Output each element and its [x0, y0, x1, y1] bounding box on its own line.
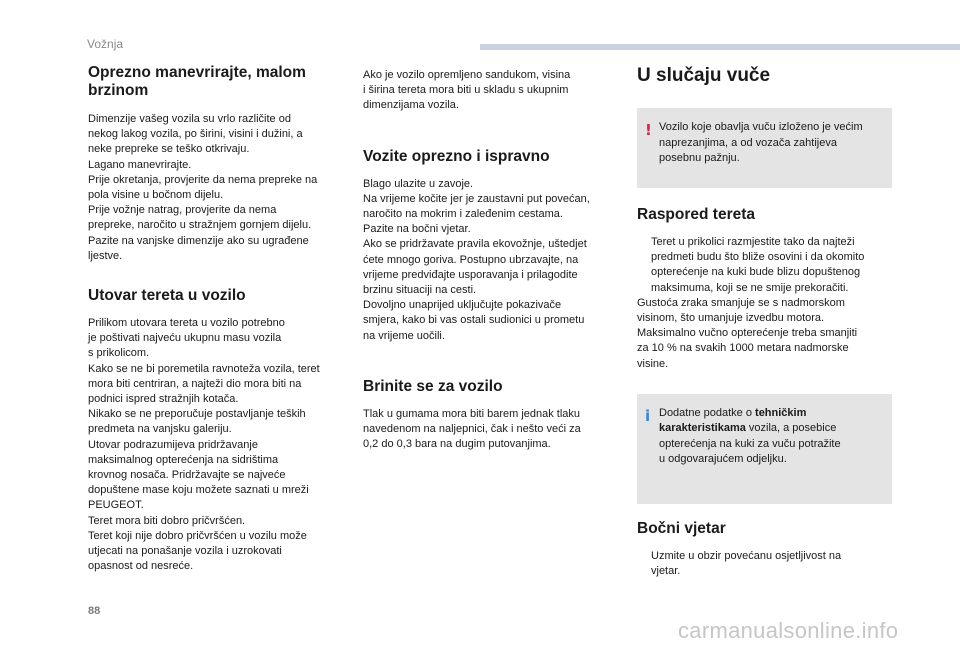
section-title: Vožnja: [87, 37, 124, 51]
watermark: carmanualsonline.info: [678, 618, 899, 643]
info-text-post: vozila, a posebice opterećenja na kuki za vuču potražite u odgovarajućem odjeljku.: [659, 422, 841, 466]
info-icon: i: [645, 406, 651, 425]
heading-crosswind: Bočni vjetar: [637, 519, 726, 537]
bullet-crosswind: [637, 549, 892, 579]
heading-slow-maneuver: Oprezno manevrirajte, malom brzinom: [88, 64, 306, 99]
warning-box: [637, 108, 892, 188]
page-number: 88: [88, 605, 101, 617]
heading-towing: U slučaju vuče: [637, 65, 771, 86]
info-text-bold: tehničkim karakteristikama: [659, 406, 807, 435]
bullet-load-distribution: [637, 235, 892, 296]
text-air-density: Gustoća zraka smanjuje se s nadmorskom visinom, što umanjuje izvedbu motora. Maksimalno vučno opterećenje treba smanjiti za 10 % na svakih 1000 metara nadmorske visine.: [637, 296, 858, 370]
warning-text: Vozilo koje obavlja vuču izloženo je većim naprezanjima, a od vozača zahtijeva posebnu pažnju.: [659, 121, 863, 164]
text-slow-maneuver: Dimenzije vašeg vozila su vrlo različite od nekog lakog vozila, po širini, visini i dužini, a neke prepreke se teško otkrivaju. Lagano manevrirajte. Prije okretanja, provjerite da nema prepreke na pola visine u bočnom dijelu. Prije vožnje natrag, provjerite da nema prepreke, naročito u stražnjem gornjem dijelu. Pazite na vanjske dimenzije ako su ugrađene ljestve.: [88, 113, 318, 262]
heading-drive-carefully: Vozite oprezno i ispravno: [363, 147, 550, 165]
header-bar: [480, 44, 960, 50]
warning-icon: !: [645, 121, 652, 139]
text-drive-carefully: Blago ulazite u zavoje. Na vrijeme kočite jer je zaustavni put povećan, naročito na mokrim i zaleđenim cestama. Pazite na bočni vjetar. Ako se pridržavate pravila ekovožnje, uštedjet ćete mnogo goriva. Postupno ubrzavajte, na vrijeme predviđajte usporavanja i prilagodite brzinu situaciji na cesti. Dovoljno unaprijed uključujte pokazivače smjera, kako bi vas ostali sudionici u prometu na vrijeme uočili.: [363, 177, 590, 342]
heading-loading: Utovar tereta u vozilo: [88, 287, 246, 305]
heading-vehicle-care: Brinite se za vozilo: [363, 377, 503, 395]
text-vehicle-care: Tlak u gumama mora biti barem jednak tlaku navedenom na naljepnici, čak i nešto veći za 0,2 do 0,3 bara na dugim putovanjima.: [363, 407, 581, 451]
heading-load-distribution: Raspored tereta: [637, 206, 756, 223]
text-loading: Prilikom utovara tereta u vozilo potrebno je poštivati najveću ukupnu masu vozila s prikolicom. Kako se ne bi poremetila ravnoteža vozila, teret mora biti centriran, a najteži dio mora biti na podnici ispred stražnjih kotača. Nikako se ne preporučuje postavljanje teških predmeta na vanjsku galeriju. Utovar podrazumijeva pridržavanje maksimalnog opterećenja na sidrištima krovnog nosača. Pridržavajte se najveće dopuštene mase koju možete saznati u mreži PEUGEOT. Teret mora biti dobro pričvršćen. Teret koji nije dobro pričvršćen u vozilu može utjecati na ponašanje vozila i uzrokovati opasnost od nesreće.: [88, 317, 320, 573]
info-text: [659, 406, 882, 468]
column-right: [637, 64, 892, 579]
column-middle: [363, 68, 603, 452]
text-crosswind-bullet: Uzmite u obzir povećanu osjetljivost na vjetar.: [651, 549, 842, 578]
info-box: [637, 394, 892, 504]
text-load-bullet: Teret u prikolici razmjestite tako da najteži predmeti budu što bliže osovini i da okomito opterećenje na kuki bude blizu dopuštenog maksimuma, koji se ne smije prekoračiti.: [651, 236, 865, 294]
text-box-body: Ako je vozilo opremljeno sandukom, visina i širina tereta mora biti u skladu s ukupnim dimenzijama vozila.: [363, 69, 571, 112]
column-left: [88, 64, 346, 574]
info-text-pre: Dodatne podatke o: [659, 406, 756, 419]
